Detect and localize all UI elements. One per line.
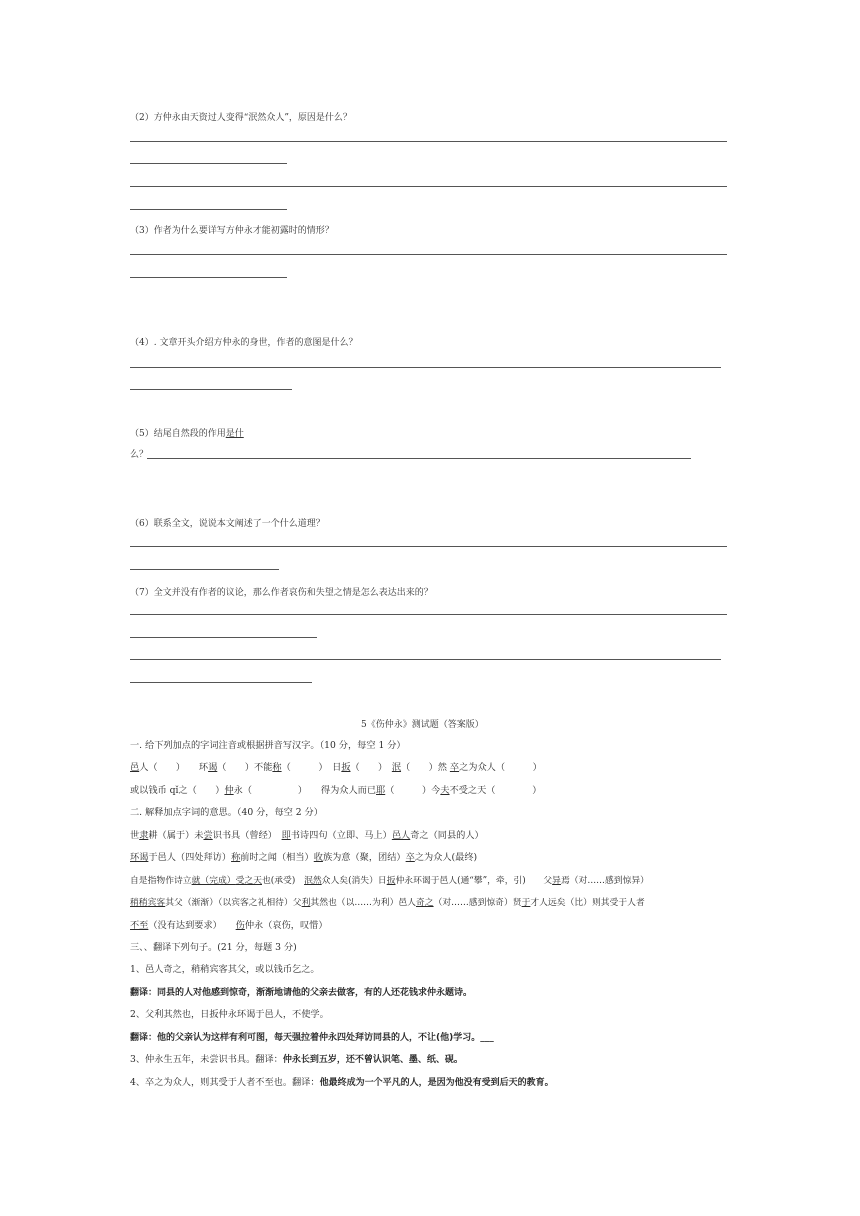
part2-line1: 世隶耕（属于）未尝识书具（曾经） 即书诗四句（立即、马上）邑人奇之（同县的人） [130, 830, 484, 841]
part1-row1: 邑人（ ） 环谒（ ）不能称（ ） 日扳（ ） 泯（ ）然 卒之为众人（ ） [130, 762, 542, 773]
part2-line5: 不至（没有达到要求） 伤仲永（哀伤，叹惜） [130, 920, 328, 931]
translation-1: 翻译：同县的人对他感到惊奇，渐渐地请他的父亲去做客，有的人还花钱求仲永题诗。 [130, 988, 473, 998]
answer-line [130, 186, 727, 187]
answer-title: 5《伤仲永》测试题（答案版） [361, 720, 484, 730]
part2-line2: 环谒于邑人（四处拜访）称前时之闻（相当）收族为意（聚，团结）卒之为众人(最终) [130, 852, 478, 863]
question-5: （5）结尾自然段的作用是什 [130, 429, 244, 439]
question-5-cont: 么？ [130, 450, 149, 460]
answer-line [147, 458, 691, 459]
answer-line [130, 254, 727, 255]
answer-line [130, 367, 721, 368]
part2-heading: 二. 解释加点字词的意思。（40 分，每空 2 分） [130, 807, 323, 818]
sentence-4: 4、卒之为众人，则其受于人者不至也。翻译：他最终成为一个平凡的人，是因为他没有受到后天的教育。 [130, 1077, 554, 1088]
question-4: （4）. 文章开头介绍方仲永的身世，作者的意图是什么？ [130, 338, 358, 348]
part2-line3: 自是指物作诗立就（完成）受之天也(承受) 泯然众人矣(消失）日扳仲永环谒于邑人(通“攀”，牵，引) 父异焉（对……感到惊异） [130, 876, 649, 886]
answer-line [130, 637, 317, 638]
part1-row2: 或以钱币 qǐ之（ ）仲永（ ） 得为众人而已耶（ ）今夫不受之天（ ） [130, 785, 542, 796]
part3-heading: 三、、翻译下列句子。(21 分，每题 3 分) [130, 942, 297, 953]
sentence-1: 1、邑人奇之，稍稍宾客其父，或以钱币乞之。 [130, 964, 320, 975]
question-3: （3）作者为什么要详写方仲永才能初露时的情形？ [130, 226, 334, 236]
answer-line [130, 389, 292, 390]
sentence-2: 2、父利其然也，日扳仲永环谒于邑人，不使学。 [130, 1009, 329, 1020]
answer-line [130, 209, 287, 210]
question-2: （2）方仲永由天资过人变得“泯然众人”，原因是什么？ [130, 113, 352, 123]
translation-2: 翻译：他的父亲认为这样有利可图，每天强拉着仲永四处拜访同县的人，不让(他)学习。___ [130, 1033, 494, 1043]
answer-line [130, 141, 727, 142]
part1-heading: 一. 给下列加点的字词注音或根据拼音写汉字。（10 分，每空 1 分） [130, 740, 406, 751]
answer-line [130, 569, 279, 570]
answer-line [130, 546, 727, 547]
answer-line [130, 682, 312, 683]
answer-line [130, 614, 727, 615]
part2-line4: 稍稍宾客其父（渐渐）（以宾客之礼相待）父利其然也（以……为利）邑人奇之（对……感到惊奇）贤于才人远矣（比）则其受于人者 [130, 898, 645, 908]
answer-line [130, 163, 287, 164]
question-6: （6）联系全文，说说本文阐述了一个什么道理？ [130, 519, 325, 529]
question-7: （7）全文并没有作者的议论，那么作者哀伤和失望之情是怎么表达出来的？ [130, 588, 433, 598]
answer-line [130, 277, 287, 278]
sentence-3: 3、仲永生五年，未尝识书具。翻译：仲永长到五岁，还不曾认识笔、墨、纸、砚。 [130, 1054, 463, 1065]
answer-line [130, 659, 721, 660]
